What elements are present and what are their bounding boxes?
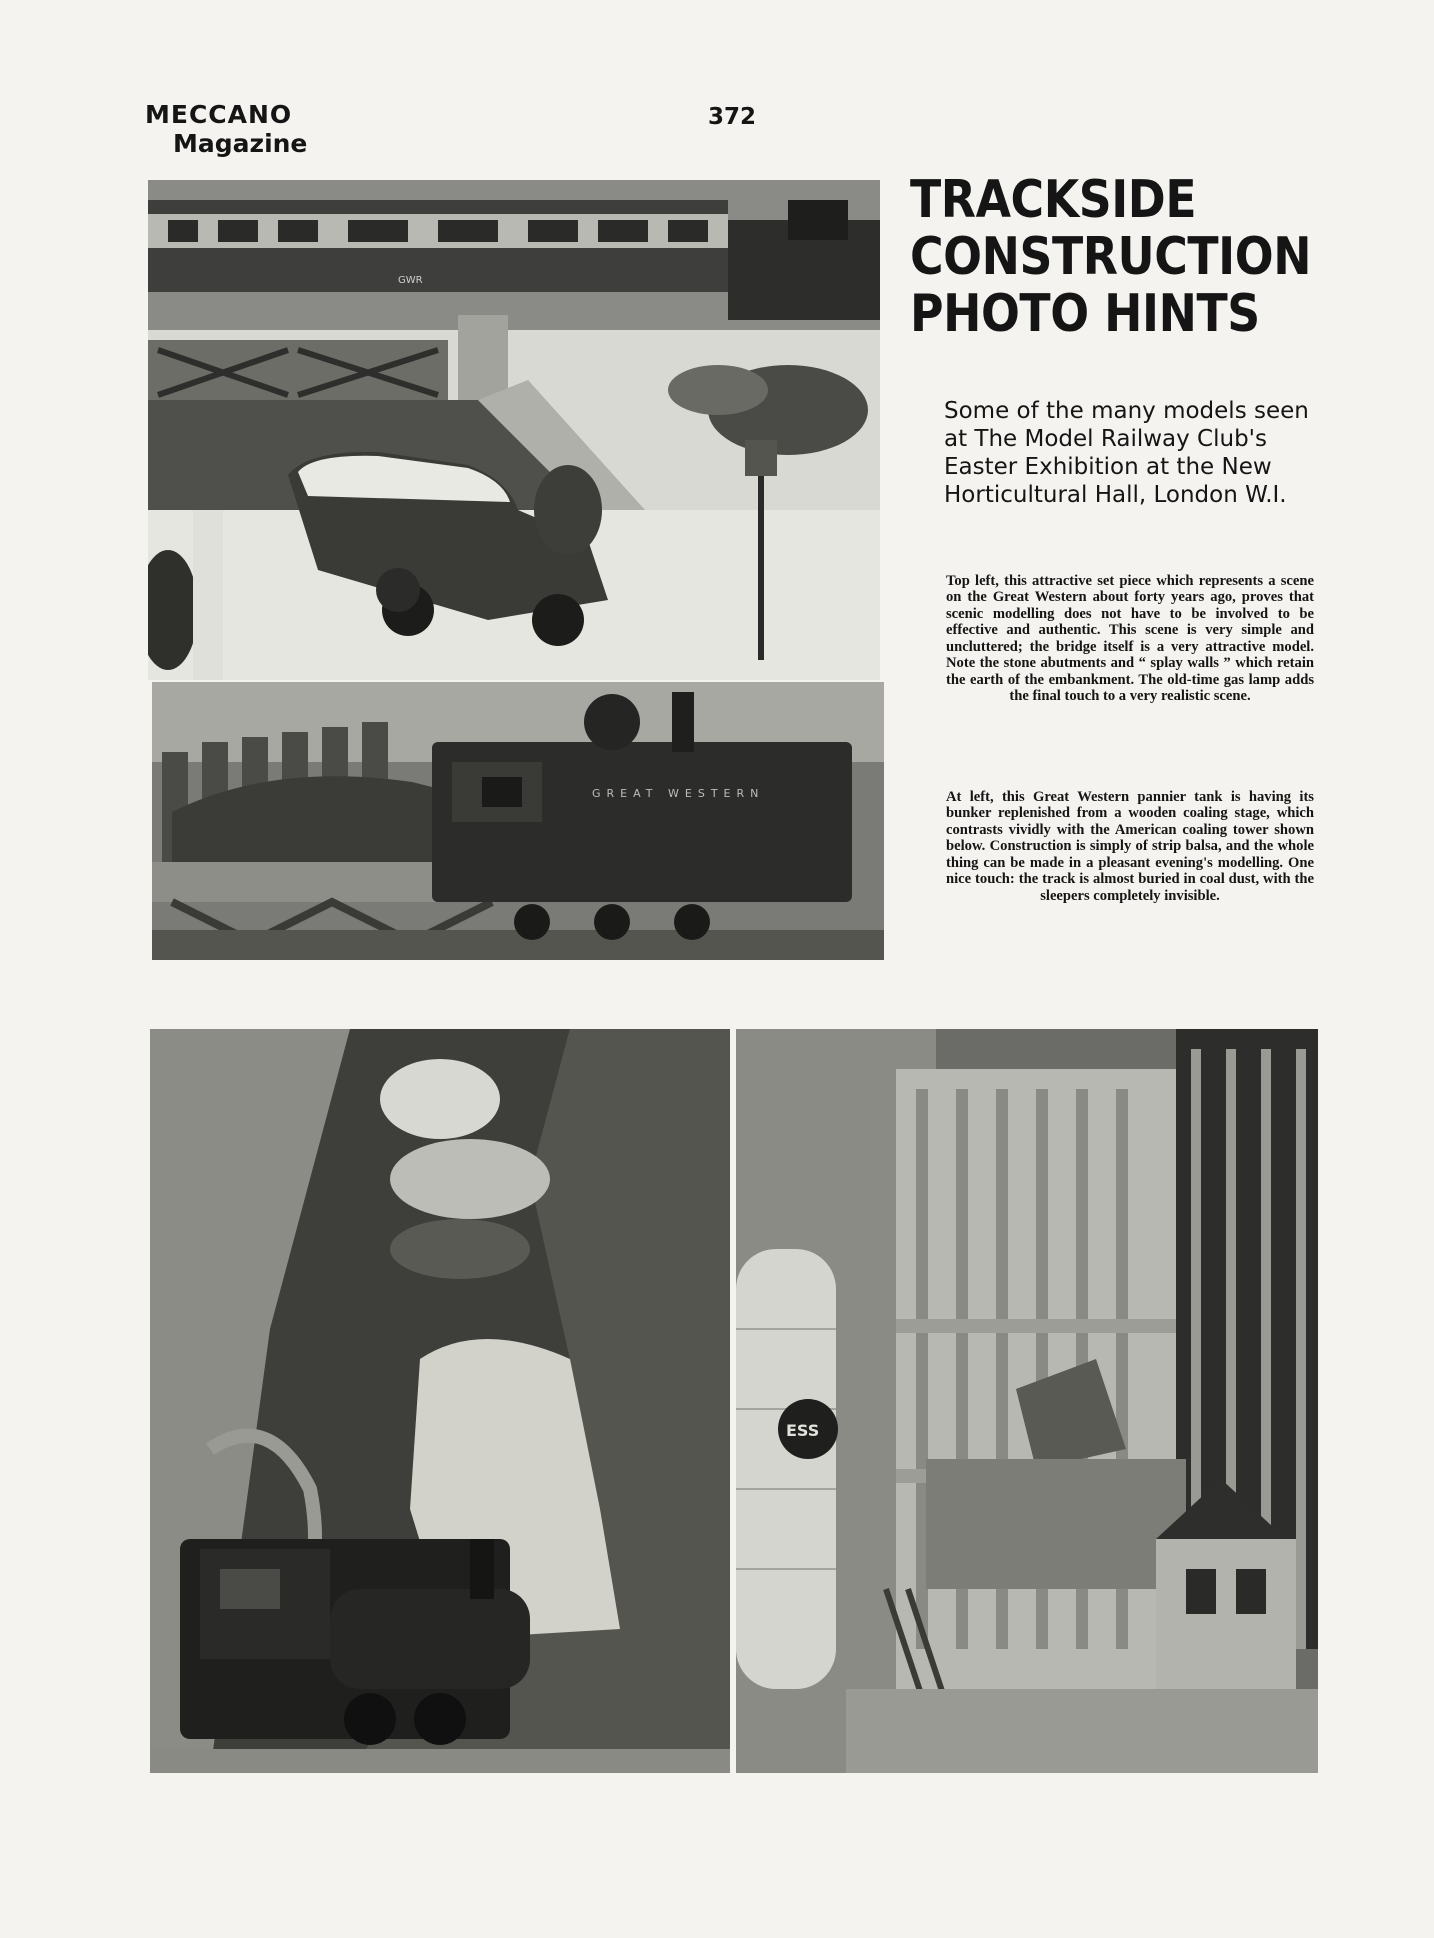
coach-lettering: GWR: [398, 275, 423, 286]
photo-coaling-tower: [736, 1029, 1318, 1773]
page-number: 372: [708, 104, 757, 130]
photo-bridge-scene: [148, 180, 880, 680]
photo-coaling-stage: [152, 682, 884, 960]
photo-rock-cutting: [150, 1029, 730, 1773]
headline-line-3: PHOTO HINTS: [910, 284, 1260, 345]
locomotive-lettering: GREAT WESTERN: [592, 787, 765, 800]
masthead: [145, 102, 307, 156]
masthead-subtitle: Magazine: [173, 129, 308, 158]
standfirst: Some of the many models seen at The Model Railway Club's Easter Exhibition at the New Horticultural Hall, London W.I.: [944, 398, 1309, 509]
article-headline: [910, 170, 1312, 345]
headline-line-2: CONSTRUCTION: [910, 227, 1312, 288]
headline-line-1: TRACKSIDE: [910, 170, 1197, 230]
tank-sign: ESS: [786, 1421, 820, 1440]
caption-coaling-stage: At left, this Great Western pannier tank is having its bunker replenished from a wooden coaling stage, which contrasts vividly with the American coaling tower shown below. Construction is simply of strip balsa, and the whole thing can be made in a pleasant evening's modelling. One nice touch: the track is almost buried in coal dust, with the sleepers completely invisible.: [946, 789, 1314, 904]
masthead-title: MECCANO: [145, 100, 293, 129]
caption-bridge-scene: Top left, this attractive set piece which represents a scene on the Great Western about forty years ago, proves that scenic modelling does not have to be involved to be effective and authentic. This scene is very simple and uncluttered; the bridge itself is a very attractive model. Note the stone abutments and “ splay walls ” which retain the earth of the embankment. The old-time gas lamp adds the final touch to a very realistic scene.: [946, 573, 1314, 705]
